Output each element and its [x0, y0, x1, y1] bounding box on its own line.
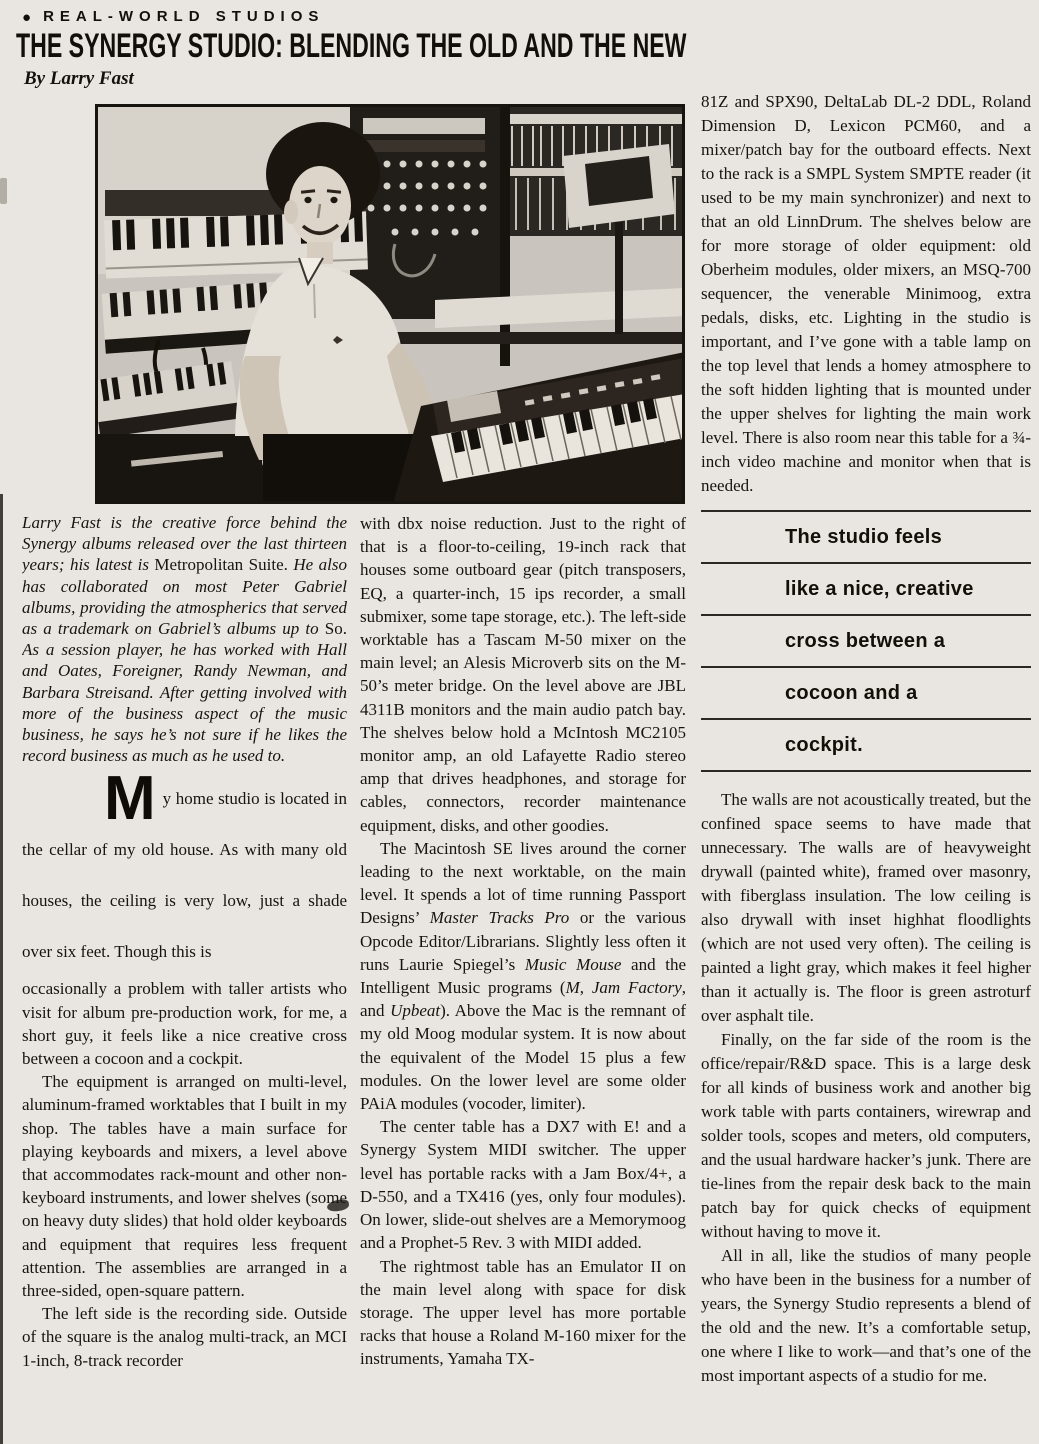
scan-smudge — [0, 178, 7, 204]
text-segment: Larry Fast is the creative force behind the Synergy albums released over the last thirteen years; his latest is — [22, 513, 347, 575]
pull-quote-line: cocoon and a — [785, 682, 918, 704]
text-segment: and the Intelligent Music programs ( — [360, 954, 686, 998]
paragraph — [360, 837, 686, 1115]
bullet-icon: ● — [22, 9, 32, 26]
paragraph — [360, 1115, 686, 1254]
right-column-top — [701, 90, 1031, 498]
text-segment: The left side is the recording side. Outside of the square is the analog multi-track, an MCI 1-inch, 8-track recorder — [22, 1304, 347, 1370]
studio-photo — [95, 104, 685, 504]
text-segment: The equipment is arranged on multi-level, aluminum-framed worktables that I built in my shop. The tables have a main surface for playing keyboards and mixers, a level above that accommodates rack-mount and other non-keyboard instruments, and lower shelves (some on heavy duty slides) that hold older keyboards and equipment that requires less frequent attention. The assemblies are arranged in a three-sided, open-square pattern. — [22, 1072, 347, 1301]
paragraph — [701, 1244, 1031, 1388]
text-segment: Metropolitan Suite. — [154, 555, 288, 575]
text-segment: 81Z and SPX90, DeltaLab DL-2 DDL, Roland Dimension D, Lexicon PCM60, and a mixer/patch bay for the outboard effects. Next to the rack is a SMPL System SMPTE reader (it used to be my main synchronizer) and next to that an old LinnDrum. The shelves below are for more storage of older equipment: old Oberheim modules, older mixers, an MSQ-700 sequencer, the venerable Minimoog, extra pedals, disks, etc. Lighting in the studio is important, and I’ve gone with a table lamp on the top level that lends a homey atmosphere to the soft hidden lighting that is mounted under the upper shelves for lighting the main work level. There is also room near this table for a ¾-inch video machine and monitor when that is needed. — [701, 92, 1031, 495]
paragraph — [701, 90, 1031, 498]
text-segment: M — [565, 978, 580, 998]
text-segment: with dbx noise reduction. Just to the right of that is a floor-to-ceiling, 19-inch rack that houses some outboard gear (pitch transposers, EQ, a quarter-inch, 15 ips recorder, a small submixer, some tape storage, etc.). The left-side worktable has a Tascam M-50 mixer on the main level; an Alesis Microverb sits on the M-50’s meter bridge. On the level above are JBL 4311B monitors and the main audio patch bay. The shelves below hold a McIntosh MC2105 monitor amp, an old Lafayette Radio stereo amp that drives headphones, and storage for cables, connectors, recorder maintenance equipment, disks, and other goodies. — [360, 514, 686, 835]
paragraph — [360, 512, 686, 837]
text-segment: The rightmost table has an Emulator II on the main level along with space for disk storage. The upper level has more portable racks that house a Roland M-160 mixer for the instruments, Yamaha TX- — [360, 1256, 686, 1369]
pull-quote-rule — [701, 770, 1031, 772]
intro-paragraph — [22, 512, 347, 766]
byline: By Larry Fast — [24, 68, 134, 89]
text-segment: He also has collaborated on most Peter Gabriel albums, providing the atmospherics that served as a trademark on Gabriel’s albums up to — [22, 555, 347, 639]
column-right — [701, 90, 1031, 1444]
drop-cap: M — [104, 764, 156, 834]
paragraph — [22, 1070, 347, 1302]
pull-quote-line: cockpit. — [785, 734, 863, 756]
paragraph — [22, 1302, 347, 1372]
text-segment: Master Tracks Pro — [429, 908, 570, 928]
text-segment: ). Above the Mac is the remnant of my old Moog modular system. It is now about the equivalent of the Model 15 plus a few modules. On the lower level are some older PAiA modules (vocoder, limiter). — [360, 1001, 686, 1114]
section-kicker — [22, 8, 324, 25]
text-segment: So. — [324, 619, 347, 639]
text-segment: All in all, like the studios of many people who have been in the business for a number of years, the Synergy Studio represents a blend of the old and the new. It’s a comfortable setup, one where I like to work—and that’s one of the most important aspects of a studio for me. — [701, 1246, 1031, 1385]
pull-quote-line: like a nice, creative — [785, 578, 974, 600]
column-middle — [360, 512, 686, 1444]
right-column-bottom — [701, 788, 1031, 1388]
pull-quote-line: cross between a — [785, 630, 946, 652]
article-headline: THE SYNERGY STUDIO: BLENDING THE OLD AND THE NEW — [16, 27, 687, 65]
text-segment: Finally, on the far side of the room is the office/repair/R&D space. This is a large desk for all kinds of business work and another big work table with parts containers, wirewrap and solder tools, scopes and meters, old computers, and the usual hardware hacker’s junk. There are tie-lines from the repair desk back to the main patch bay for quick checks of equipment without having to move it. — [701, 1030, 1031, 1241]
text-segment: As a session player, he has worked with Hall and Oates, Foreigner, Randy Newman, and Barbara Streisand. After getting involved with more of the business aspect of the music business, he says he’s not sure if he likes the record business as much as he used to. — [22, 640, 347, 766]
left-column-paragraphs — [22, 1070, 347, 1372]
pull-quote-line: The studio feels — [785, 526, 943, 548]
text-segment: or the various Opcode Editor/Librarians. Slightly less often it runs Laurie Spiegel’s — [360, 908, 686, 974]
text-segment: , and — [360, 978, 686, 1021]
section-kicker-text: REAL-WORLD STUDIOS — [43, 8, 325, 25]
opening-paragraph-wide — [22, 764, 347, 977]
studio-photo-illustration — [95, 104, 685, 504]
paragraph — [701, 1028, 1031, 1244]
opening-wide-text: y home studio is located in the cellar of my old house. As with many old houses, the ceiling is very low, just a shade over six feet. Though this is — [22, 789, 347, 962]
paragraph — [701, 788, 1031, 1028]
column-left — [22, 512, 347, 1442]
text-segment: The Macintosh SE lives around the corner leading to the next worktable, on the main level. It spends a lot of time running Passport Designs’ — [360, 838, 686, 928]
paragraph — [360, 1255, 686, 1371]
text-segment: The center table has a DX7 with E! and a Synergy System MIDI switcher. The upper level has portable racks with a Jam Box/4+, a D-550, and a TX416 (yes, only four modules). On lower, slide-out shelves are a Memorymoog and a Prophet-5 Rev. 3 with MIDI added. — [360, 1117, 686, 1253]
pull-quote — [701, 510, 1031, 772]
scan-edge-line — [0, 494, 3, 1444]
text-segment: , — [579, 978, 592, 998]
text-segment: Jam Factory — [591, 978, 682, 998]
text-segment: The walls are not acoustically treated, but the confined space seems to have made that unnecessary. The walls are of heavyweight drywall (painted white), framed over masonry, with fiberglass insulation. The low ceiling is also drywall with inset highhat floodlights (which are not used very often). The ceiling is painted a light gray, which makes it feel higher than it actually is. The floor is green astroturf over asphalt tile. — [701, 790, 1031, 1025]
opening-paragraph — [22, 764, 347, 1070]
text-segment: Music Mouse — [524, 954, 622, 974]
text-segment: Upbeat — [390, 1001, 441, 1021]
opening-paragraph-rest: occasionally a problem with taller artists who visit for album pre-production work, for me, a short guy, it feels like a nice creative cross between a cocoon and a cockpit. — [22, 979, 347, 1069]
